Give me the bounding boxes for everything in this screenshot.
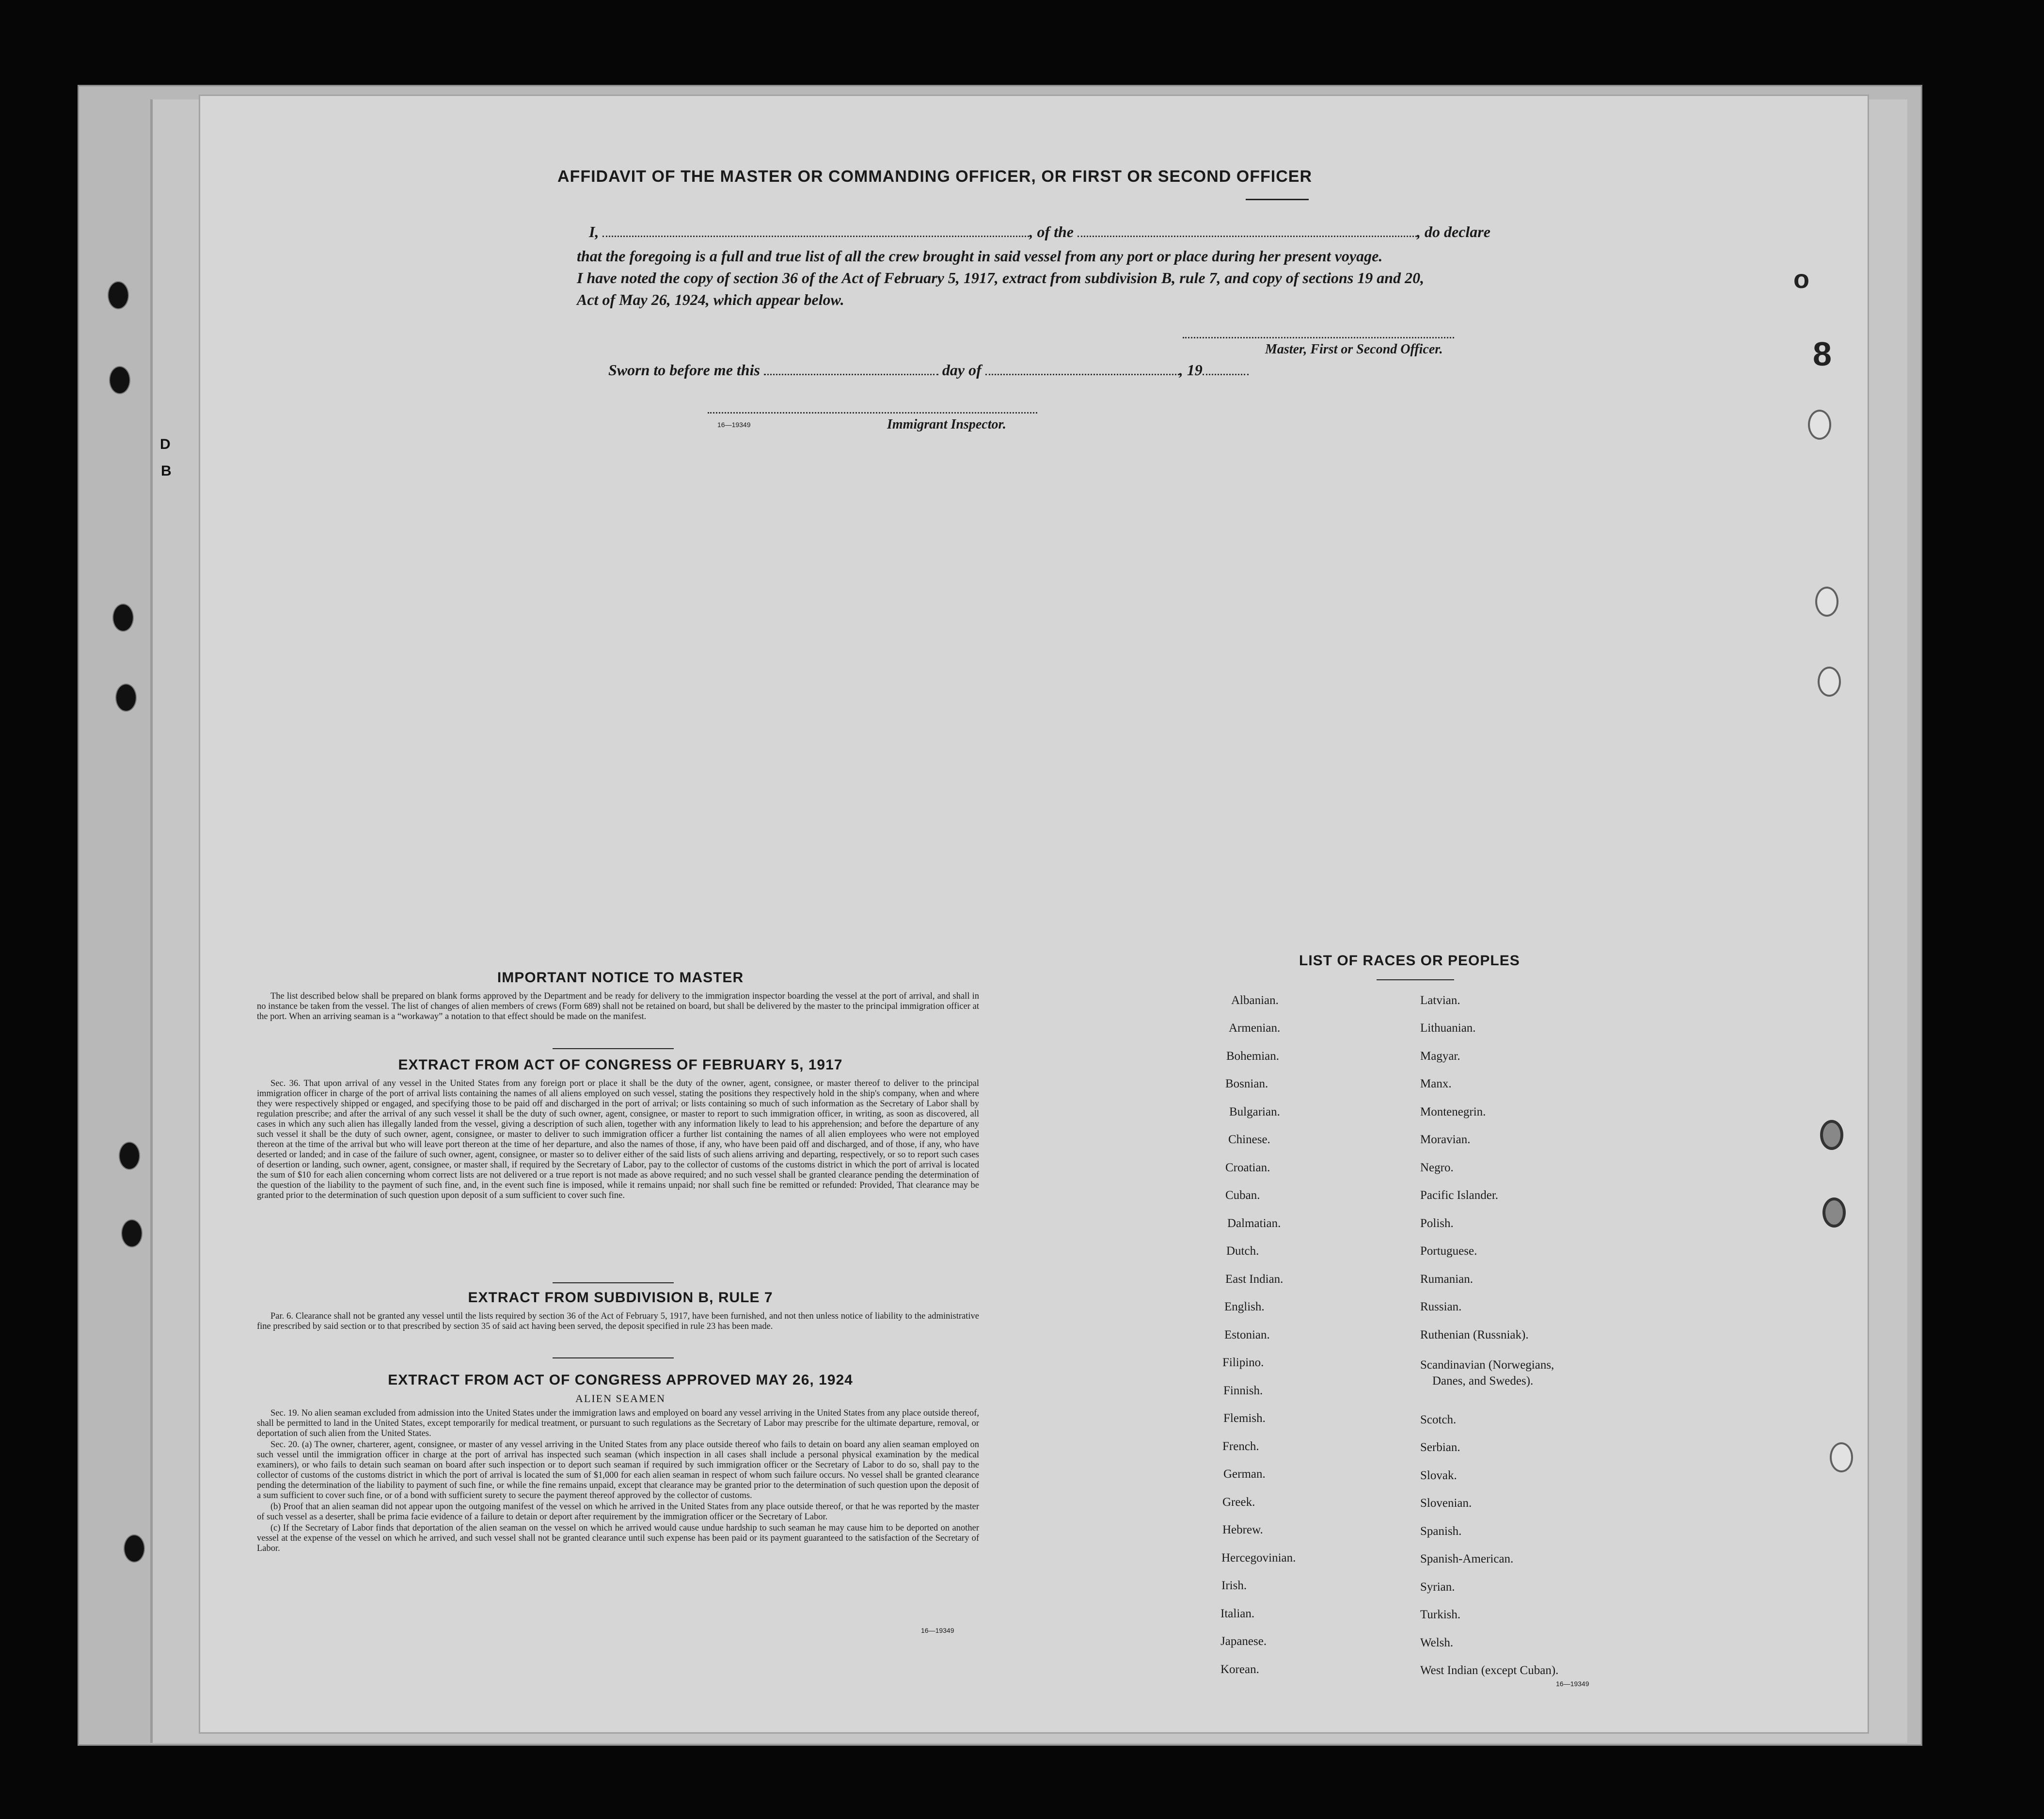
race-item: Bulgarian. (1229, 1105, 1280, 1118)
races-title: LIST OF RACES OR PEOPLES (1299, 953, 1520, 969)
do-declare-label: , do declare (1417, 223, 1490, 240)
name-blank (602, 223, 1029, 237)
margin-code-1: D (160, 436, 171, 452)
divider (1246, 199, 1309, 200)
inspector-line (708, 412, 1037, 414)
race-item: Danes, and Swedes). (1432, 1374, 1534, 1388)
race-item: Pacific Islander. (1420, 1189, 1499, 1202)
extract-1924-title: EXTRACT FROM ACT OF CONGRESS APPROVED MAY 26, 1924 (388, 1372, 853, 1388)
race-item: Croatian. (1225, 1161, 1270, 1174)
affidavit-title: AFFIDAVIT OF THE MASTER OR COMMANDING OFFICER, OR FIRST OR SECOND OFFICER (557, 167, 1312, 186)
extract-1924-body (257, 1408, 979, 1555)
form-code: 16—19349 (1556, 1680, 1589, 1688)
signature-label: Master, First or Second Officer. (1265, 342, 1443, 357)
race-item: Scandinavian (Norwegians, (1420, 1358, 1554, 1372)
race-item: Japanese. (1220, 1635, 1267, 1648)
race-item: Negro. (1420, 1161, 1454, 1174)
binding-hole (112, 604, 134, 632)
par-6-paragraph: Par. 6. Clearance shall not be granted any vessel until the lists required by section 36 of the Act of February 5, 1917, have been furnished, and not then unless notice of liability to the administrative fine prescribed by said section or to that prescribed by section 35 of said act having been served, the deposit specified in rule 23 has been made. (257, 1311, 979, 1331)
affidavit-line-2: that the foregoing is a full and true list of all the crew brought in said vessel from any port or place during her present voyage. (577, 247, 1383, 265)
race-item: Slovak. (1420, 1469, 1457, 1482)
divider (553, 1048, 674, 1049)
race-item: Russian. (1420, 1300, 1462, 1313)
notice-title: IMPORTANT NOTICE TO MASTER (497, 970, 744, 986)
race-item: Dalmatian. (1227, 1217, 1281, 1230)
inspector-label: Immigrant Inspector. (887, 417, 1006, 432)
race-item: Manx. (1420, 1077, 1452, 1090)
section-20b-paragraph: (b) Proof that an alien seaman did not appear upon the outgoing manifest of the vessel on which he arrived in the United States from any place outside thereof, or that he was reported by the master of such vessel as a deserter, shall be prima facie evidence of a failure to detain or deport after requirement by the immigration officer or the Secretary of Labor. (257, 1502, 979, 1522)
binding-hole (1815, 587, 1838, 617)
race-item: Flemish. (1223, 1412, 1266, 1425)
race-item: Rumanian. (1420, 1273, 1474, 1286)
race-item: Estonian. (1224, 1328, 1270, 1341)
binding-hole (119, 1142, 140, 1170)
divider (553, 1282, 674, 1283)
form-code: 16—19349 (921, 1627, 954, 1634)
race-item: West Indian (except Cuban). (1420, 1664, 1559, 1677)
binding-hole (108, 281, 129, 309)
sworn-line (608, 361, 1249, 379)
extract-1917-body (257, 1079, 979, 1202)
race-item: Finnish. (1223, 1384, 1263, 1397)
race-item: Spanish. (1420, 1525, 1462, 1538)
section-20a-paragraph: Sec. 20. (a) The owner, charterer, agent, consignee, or master of any vessel arriving in the United States from any place outside thereof who fails to detain on board any alien seaman employed on such vessel until the immigration officer in charge at the port of arrival has inspected such seaman (which inspection in all cases shall include a personal physical examination by the medical examiners), or who fails to detain such seaman on board after such inspection or to deport such seaman if required by such immigration officer or the Secretary of Labor to do so, shall pay to the collector of customs of the customs district in which the port of arrival is located the sum of $1,000 for each alien seaman in respect of whom such failure occurs. No vessel shall be granted clearance pending the determination of the liability to payment of such fine, or while the fine remains unpaid, except that clearance may be granted prior to the determination of such question upon the deposit of a sum sufficient to cover such fine, or of a bond with sufficient surety to secure the payment thereof approved by the collector of customs. (257, 1440, 979, 1500)
race-item: Scotch. (1420, 1413, 1457, 1426)
race-item: Magyar. (1420, 1050, 1460, 1063)
race-item: Portuguese. (1420, 1245, 1477, 1258)
race-item: Irish. (1221, 1579, 1247, 1592)
year-blank (1203, 361, 1249, 375)
affidavit-i: I, (589, 223, 599, 240)
race-item: Spanish-American. (1420, 1552, 1514, 1565)
notice-paragraph: The list described below shall be prepared on blank forms approved by the Department and be ready for delivery to the immigration inspector boarding the vessel at the port of arrival, and shall in no instance be taken from the vessel. The list of changes of alien members of crews (Form 689) shall not be retained on board, but shall be delivered by the master to the principal immigration officer at the port. When an arriving seaman is a “workaway” a notation to that effect should be made on the manifest. (257, 991, 979, 1021)
alien-seamen-subtitle: ALIEN SEAMEN (575, 1392, 665, 1404)
race-item: Ruthenian (Russniak). (1420, 1328, 1529, 1341)
section-19-paragraph: Sec. 19. No alien seaman excluded from admission into the United States under the immigration laws and employed on board any vessel arriving in the United States from any place outside thereof, shall be permitted to land in the United States, except temporarily for medical treatment, or pursuant to such regulations as the Secretary of Labor may prescribe for the ultimate departure, removal, or deportation of such alien from the United States. (257, 1408, 979, 1438)
affidavit-line-1 (589, 223, 1490, 241)
race-item: Syrian. (1420, 1580, 1455, 1594)
extract-1917-title: EXTRACT FROM ACT OF CONGRESS OF FEBRUARY 5, 1917 (398, 1057, 843, 1073)
race-item: Serbian. (1420, 1441, 1460, 1454)
race-item: Filipino. (1222, 1356, 1264, 1369)
divider (553, 1357, 674, 1358)
race-item: Chinese. (1228, 1133, 1270, 1146)
divider (1377, 979, 1454, 980)
race-item: Slovenian. (1420, 1497, 1472, 1510)
race-item: Bosnian. (1225, 1077, 1268, 1090)
day-of-label: day of (942, 361, 982, 379)
race-item: French. (1222, 1440, 1259, 1453)
race-item: Lithuanian. (1420, 1021, 1476, 1035)
section-20c-paragraph: (c) If the Secretary of Labor finds that deportation of the alien seaman on the vessel on which he arrived would cause undue hardship to such seaman he may cause him to be deported on another vessel at the expense of the vessel on which he arrived, and such vessel shall not be granted clearance until such expense has been paid or its payment guaranteed to the satisfaction of the Secretary of Labor. (257, 1523, 979, 1553)
race-item: Armenian. (1229, 1021, 1281, 1035)
edge-hole-mark: 8 (1813, 335, 1832, 373)
race-item: Turkish. (1420, 1608, 1461, 1621)
vessel-blank (1077, 223, 1417, 237)
sworn-blank (764, 361, 938, 375)
race-item: Polish. (1420, 1217, 1454, 1230)
race-item: East Indian. (1225, 1273, 1283, 1286)
section-36-paragraph: Sec. 36. That upon arrival of any vessel in the United States from any foreign port or place it shall be the duty of the owner, agent, consignee, or master thereof to deliver to the principal immigration officer in charge of the port of arrival lists containing the names of all aliens employed on such vessel, stating the positions they respectively hold in the ship's company, when and where they were respectively shipped or engaged, and specifying those to be paid off and discharged in the port of arrival; or lists containing so much of such information as the Secretary of Labor shall by regulation prescribe; and after the arrival of any such vessel it shall be the duty of such owner, agent, consignee, or master to report to such immigration officer, in writing, as soon as discovered, all cases in which any such alien has illegally landed from the vessel, giving a description of such alien, together with any information likely to lead to his apprehension; and before the departure of any such vessel it shall be the duty of such owner, agent, consignee, or master to deliver to such immigration officer a further list containing the names of all alien employees who were not employed thereon at the time of the arrival but who will leave port thereon at the time of her departure, and also the names of those, if any, who have been paid off and discharged, and of those, if any, who have deserted or landed; and in case of the failure of such owner, agent, consignee, or master so to deliver either of the said lists of such aliens arriving and departing, respectively, or so to report such cases of desertion or landing, such owner, agent, consignee, or master shall, if required by the Secretary of Labor, pay to the collector of customs of the customs district in which the port of arrival is located the sum of $10 for each alien concerning whom correct lists are not delivered or a true report is not made as above required; and no such vessel shall be granted clearance pending the determination of the question of the liability to the payment of such fine, and, in the event such fine is imposed, while it remains unpaid; nor shall such fine be remitted or refunded: Provided, That clearance may be granted prior to the determination of such question upon deposit of a sum sufficient to cover such fine. (257, 1079, 979, 1200)
of-the-label: , of the (1029, 223, 1074, 240)
race-item: German. (1223, 1468, 1266, 1481)
race-item: Montenegrin. (1420, 1105, 1486, 1118)
binding-hole (1808, 410, 1831, 440)
notice-body (257, 991, 979, 1023)
race-item: Greek. (1222, 1496, 1255, 1509)
binding-hole (121, 1219, 143, 1247)
sworn-label: Sworn to before me this (608, 361, 760, 379)
affidavit-line-3: I have noted the copy of section 36 of the Act of February 5, 1917, extract from subdivision B, rule 7, and copy of sections 19 and 20, (577, 269, 1425, 287)
race-item: Korean. (1220, 1663, 1259, 1676)
binding-hole (1820, 1120, 1843, 1150)
race-item: Hercegovinian. (1221, 1551, 1296, 1564)
race-item: Cuban. (1225, 1189, 1260, 1202)
binding-hole (109, 366, 130, 394)
race-item: Bohemian. (1226, 1050, 1280, 1063)
race-item: Hebrew. (1222, 1523, 1263, 1536)
binding-hole (124, 1534, 145, 1563)
binding-hole (1822, 1197, 1846, 1228)
race-item: Welsh. (1420, 1636, 1454, 1649)
race-item: English. (1224, 1300, 1265, 1313)
extract-rule7-title: EXTRACT FROM SUBDIVISION B, RULE 7 (468, 1290, 773, 1306)
year-label: , 19 (1179, 361, 1203, 379)
form-code: 16—19349 (717, 421, 751, 429)
extract-rule7-body (257, 1311, 979, 1333)
race-item: Moravian. (1420, 1133, 1471, 1146)
edge-hole-mark: o (1793, 265, 1809, 294)
race-item: Albanian. (1231, 994, 1279, 1007)
margin-code-2: B (161, 463, 172, 479)
race-item: Dutch. (1226, 1245, 1259, 1258)
binding-hole (1830, 1442, 1853, 1472)
affidavit-line-4: Act of May 26, 1924, which appear below. (577, 291, 844, 308)
month-blank (985, 361, 1179, 375)
binding-hole (1818, 667, 1841, 697)
race-item: Italian. (1220, 1607, 1255, 1620)
race-item: Latvian. (1420, 994, 1460, 1007)
binding-hole (115, 684, 137, 712)
signature-line (1183, 337, 1454, 338)
